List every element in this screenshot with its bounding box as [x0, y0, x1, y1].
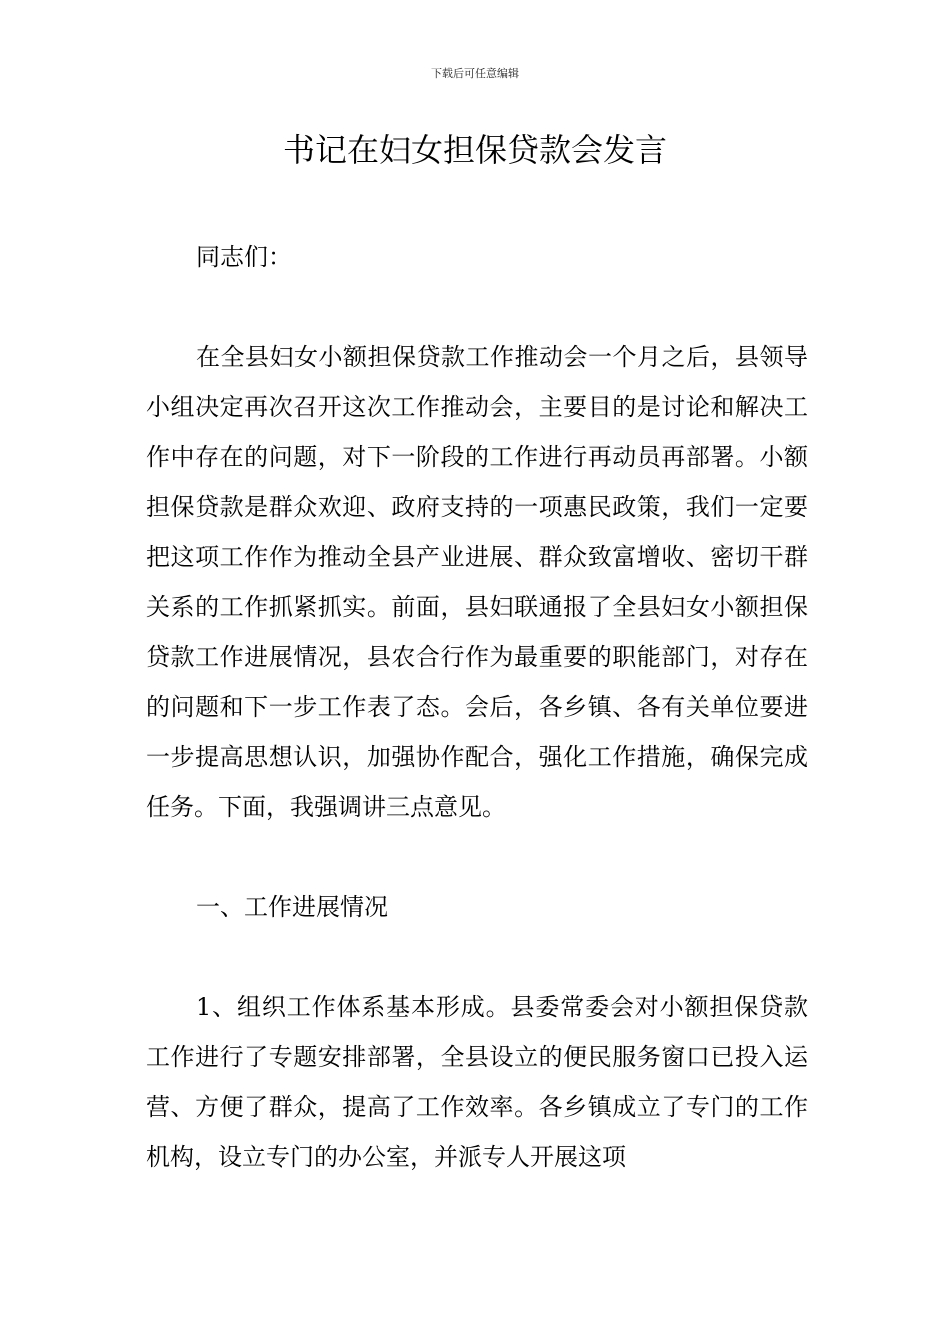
paragraph-intro: 在全县妇女小额担保贷款工作推动会一个月之后，县领导小组决定再次召开这次工作推动会，主要目的是讨论和解决工作中存在的问题，对下一阶段的工作进行再动员再部署。小额担保贷款是群众欢迎、政府支持的一项惠民政策，我们一定要把这项工作作为推动全县产业进展、群众致富增收、密切干群关系的工作抓紧抓实。前面，县妇联通报了全县妇女小额担保贷款工作进展情况，县农合行作为最重要的职能部门，对存在的问题和下一步工作表了态。会后，各乡镇、各有关单位要进一步提高思想认识，加强协作配合，强化工作措施，确保完成任务。下面，我强调讲三点意见。 — [146, 343, 808, 821]
greeting: 同志们： — [196, 243, 292, 271]
document-body — [146, 232, 808, 1182]
paragraph-point-1: 1、组织工作体系基本形成。县委常委会对小额担保贷款工作进行了专题安排部署，全县设立的便民服务窗口已投入运营、方便了群众，提高了工作效率。各乡镇成立了专门的工作机构，设立专门的办公室，并派专人开展这项 — [146, 993, 808, 1171]
section-heading: 一、工作进展情况 — [196, 893, 388, 921]
document-title: 书记在妇女担保贷款会发言 — [282, 131, 667, 169]
header-note: 下载后可任意编辑 — [431, 67, 519, 80]
